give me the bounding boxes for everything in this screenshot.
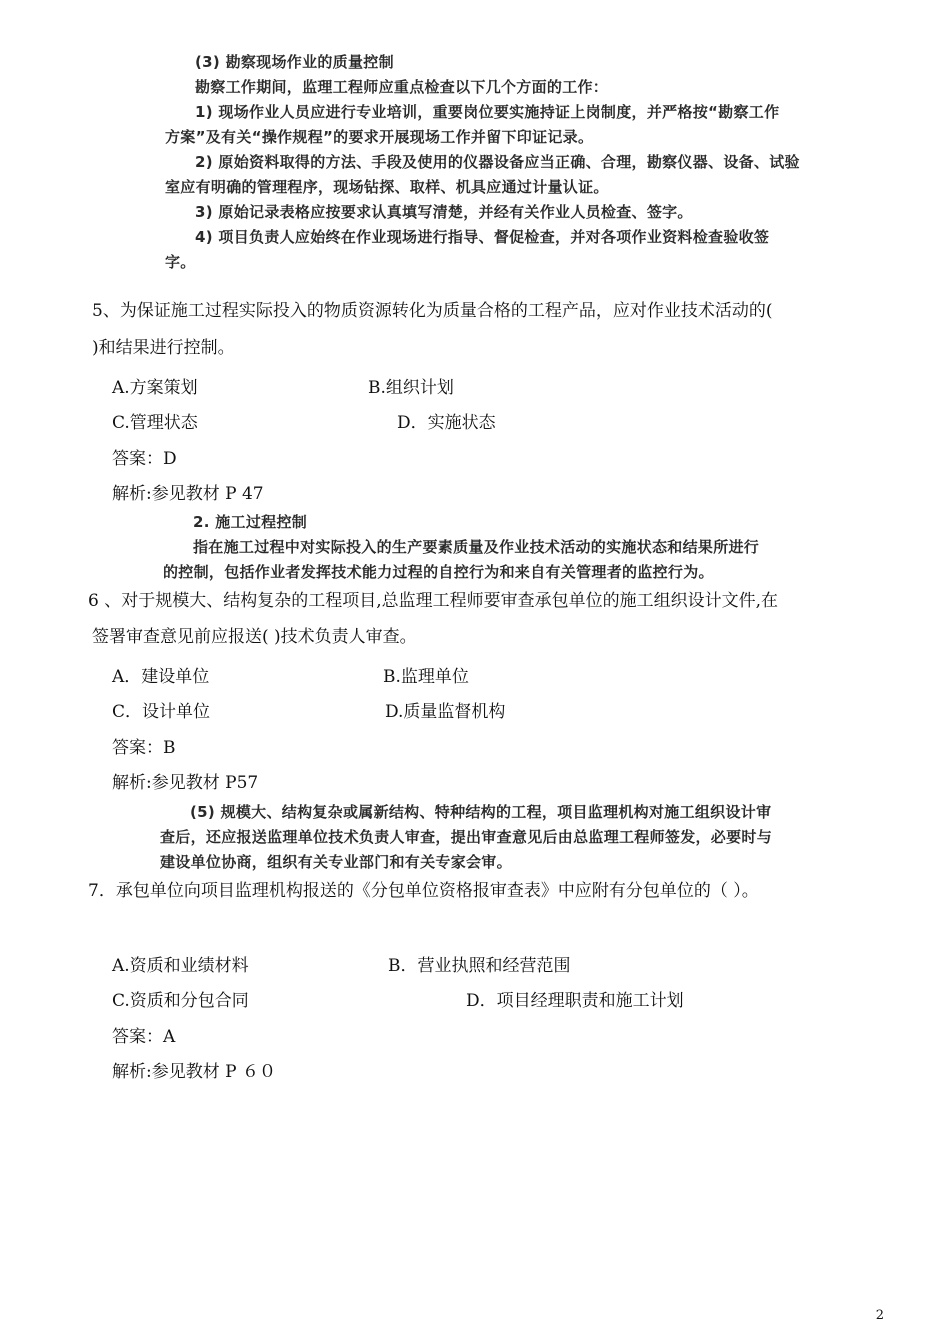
q7-option-d: D．项目经理职责和施工计划 (466, 991, 684, 1011)
q7-option-b: B．营业执照和经营范围 (388, 956, 571, 976)
q6-analysis: 解析:参见教材 P57 (112, 773, 259, 793)
excerpt-line: 字。 (165, 253, 196, 271)
q5-stem-line2: )和结果进行控制。 (92, 338, 235, 358)
q7-analysis: 解析:参见教材 P ６０ (112, 1062, 276, 1082)
excerpt-line: 的控制，包括作业者发挥技术能力过程的自控行为和来自有关管理者的监控行为。 (163, 563, 714, 581)
q5-option-c: C.管理状态 (112, 413, 198, 433)
excerpt-line: 建设单位协商，组织有关专业部门和有关专家会审。 (160, 853, 512, 871)
q7-option-a: A.资质和业绩材料 (112, 956, 249, 976)
scanned-excerpt-organization-design (160, 800, 772, 875)
scanned-excerpt-survey-quality (165, 50, 800, 275)
excerpt-line: (3) 勘察现场作业的质量控制 (195, 53, 394, 71)
q7-option-c: C.资质和分包合同 (112, 991, 249, 1011)
excerpt-line: 2. 施工过程控制 (193, 513, 308, 531)
q5-answer: 答案：D (112, 449, 177, 469)
excerpt-line: 勘察工作期间，监理工程师应重点检查以下几个方面的工作： (195, 78, 609, 96)
q6-option-a: A．建设单位 (112, 667, 210, 687)
q5-stem-line1: 5、为保证施工过程实际投入的物质资源转化为质量合格的工程产品，应对作业技术活动的( (92, 301, 773, 321)
q6-option-c: C．设计单位 (112, 702, 211, 722)
excerpt-line: 2) 原始资料取得的方法、手段及使用的仪器设备应当正确、合理，勘察仪器、设备、试验 (195, 153, 800, 171)
q7-stem-line1: 7．承包单位向项目监理机构报送的《分包单位资格报审查表》中应附有分包单位的（ ）。 (88, 881, 759, 901)
excerpt-line: 1) 现场作业人员应进行专业培训，重要岗位要实施持证上岗制度，并严格按“勘察工作 (195, 103, 780, 121)
excerpt-line: 3) 原始记录表格应按要求认真填写清楚，并经有关作业人员检查、签字。 (195, 203, 693, 221)
excerpt-line: 4) 项目负责人应始终在作业现场进行指导、督促检查，并对各项作业资料检查验收签 (195, 228, 770, 246)
excerpt-line: 查后，还应报送监理单位技术负责人审查，提出审查意见后由总监理工程师签发，必要时与 (160, 828, 773, 846)
q7-answer: 答案：A (112, 1027, 176, 1047)
page-number: 2 (875, 1308, 884, 1323)
q6-answer: 答案：B (112, 738, 176, 758)
q6-option-d: D.质量监督机构 (385, 702, 506, 722)
excerpt-line: (5) 规模大、结构复杂或属新结构、特种结构的工程，项目监理机构对施工组织设计审 (190, 803, 772, 821)
excerpt-line: 方案”及有关“操作规程”的要求开展现场工作并留下印证记录。 (165, 128, 594, 146)
q5-analysis: 解析:参见教材 P 47 (112, 484, 264, 504)
scanned-excerpt-construction-control (163, 510, 759, 585)
excerpt-line: 室应有明确的管理程序，现场钻探、取样、机具应通过计量认证。 (165, 178, 609, 196)
q6-stem-line1: 6 、对于规模大、结构复杂的工程项目,总监理工程师要审查承包单位的施工组织设计文件,在 (88, 591, 779, 611)
q5-option-d: D．实施状态 (397, 413, 496, 433)
q6-stem-line2: 签署审查意见前应报送( )技术负责人审查。 (92, 627, 417, 647)
q5-option-a: A.方案策划 (112, 378, 198, 398)
q5-option-b: B.组织计划 (368, 378, 454, 398)
q6-option-b: B.监理单位 (383, 667, 469, 687)
excerpt-line: 指在施工过程中对实际投入的生产要素质量及作业技术活动的实施状态和结果所进行 (193, 538, 760, 556)
